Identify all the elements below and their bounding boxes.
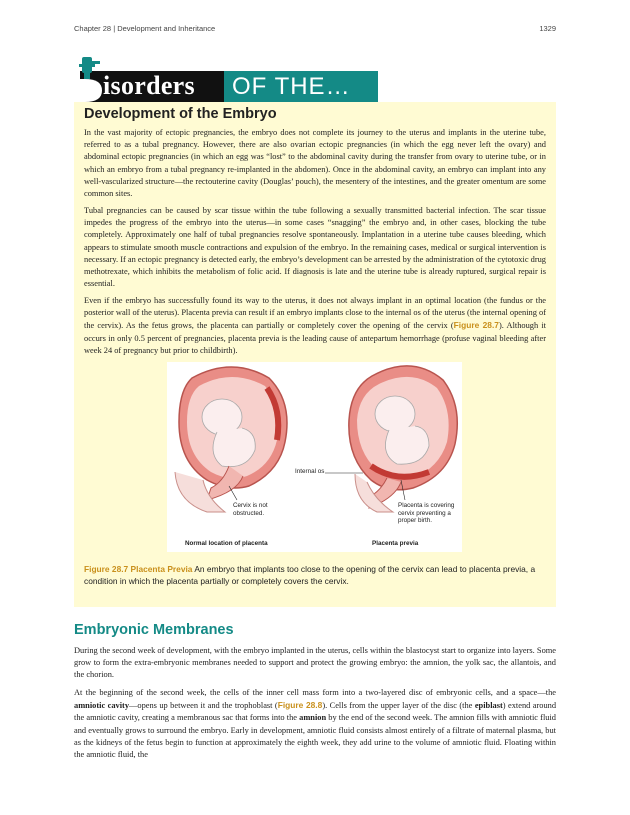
left-uterus-illustration [175,367,287,512]
banner-word-disorders: isorders [103,71,195,100]
section-paragraph-2: At the beginning of the second week, the cells of the inner cell mass form into a two-layered disc of embryonic cells, and a space—the amniotic cavity—opens up between it and the trophoblast (Figure 28.8). Cells from the upper layer of the disc (the epiblast) extend around the amniotic cavity, creating a membranous sac that forms into the amnion by the end of the second week. The amnion fills with amniotic fluid and eventually grows to surround the embryo. Early in development, amniotic fluid consists almost entirely of a filtrate of maternal plasma, but as the kidneys of the fetus begin to function at approximately the eighth week, they add urine to the volume of amniotic fluid. Floating within the amniotic fluid, the [74,688,557,760]
box-paragraph-1: In the vast majority of ectopic pregnancies, the embryo does not complete its journey to the uterus and implants in the uterine tube, referred to as a tubal pregnancy. However, there are also ovarian ectopic pregnancies (in which the egg never left the ovary) and abdominal ectopic pregnancies (in which an egg was “lost” to the abdominal cavity during the transfer from ovary to uterine tube, or in which an embryo from a tubal pregnancy re-implanted in the abdomen). Once in the abdominal cavity, an embryo can implant into any well-vascularized structure—the rectouterine cavity (Douglas’ pouch), the mesentery of the intestines, and the greater omentum are some common sites. [84,128,546,199]
figure-28-8-link[interactable]: Figure 28.8 [277,700,323,711]
title-normal-placenta: Normal location of placenta [185,540,268,547]
box-paragraph-3: Even if the embryo has successfully found its way to the uterus, it does not always implant in an optimal location (the fundus or the posterior wall of the uterus). Placenta previa can result if an embryo implants close to the internal os of the uterus (the internal opening of the cervix). As the fetus grows, the placenta can partially or completely cover the opening of the cervix (Figure 28.7). Although it occurs in only 0.5 percent of pregnancies, placenta previa is the leading cause of antepartum hemorrhage (profuse vaginal bleeding after week 24 of pregnancy but prior to childbirth). [84,296,546,355]
caption-title: Figure 28.7 Placenta Previa [84,564,193,574]
chapter-title: Chapter 28 | Development and Inheritance [74,24,216,33]
box-title: Development of the Embryo [84,106,277,122]
disorders-banner [74,55,378,102]
section-paragraph-1: During the second week of development, with the embryo implanted in the uterus, cells within the blastocyst start to organize into layers. Some grow to form the extra-embryonic membranes needed to support and protect the growing embryo: the amnion, the yolk sac, the allantois, and the chorion. [74,646,556,680]
figure-caption: Figure 28.7 Placenta Previa An embryo that implants too close to the opening of the cervix can lead to placenta previa, a condition in which the placenta partially or completely covers the cervix. [84,564,536,586]
banner-of-the: OF THE… [232,73,351,100]
section-heading: Embryonic Membranes [74,622,234,638]
placenta-previa-figure [167,362,462,552]
label-internal-os: Internal os [295,468,325,475]
label-cervix-not-obstructed: Cervix is not obstructed. [233,502,268,517]
box-paragraph-2: Tubal pregnancies can be caused by scar tissue within the tube following a sexually transmitted bacterial infection. The scar tissue impedes the progress of the embryo into the uterus—in some cases “snagging” the embryo and, in other cases, blocking the tube completely. Approximately one half of tubal pregnancies resolve spontaneously. Implantation in a uterine tube causes bleeding, which appears to stimulate smooth muscle contractions and expulsion of the embryo. In the remaining cases, medical or surgical intervention is necessary. If an ectopic pregnancy is detected early, the embryo’s development can be arrested by the administration of the cytotoxic drug methotrexate, which inhibits the metabolism of folic acid. If diagnosis is late and the uterine tube is already ruptured, surgical repair is essential. [84,206,546,289]
page-number: 1329 [539,24,556,33]
running-header [74,24,556,33]
title-placenta-previa: Placenta previa [372,540,419,547]
label-placenta-covering-cervix: Placenta is covering cervix preventing a proper birth. [398,502,455,524]
figure-28-7-link[interactable]: Figure 28.7 [453,320,499,331]
